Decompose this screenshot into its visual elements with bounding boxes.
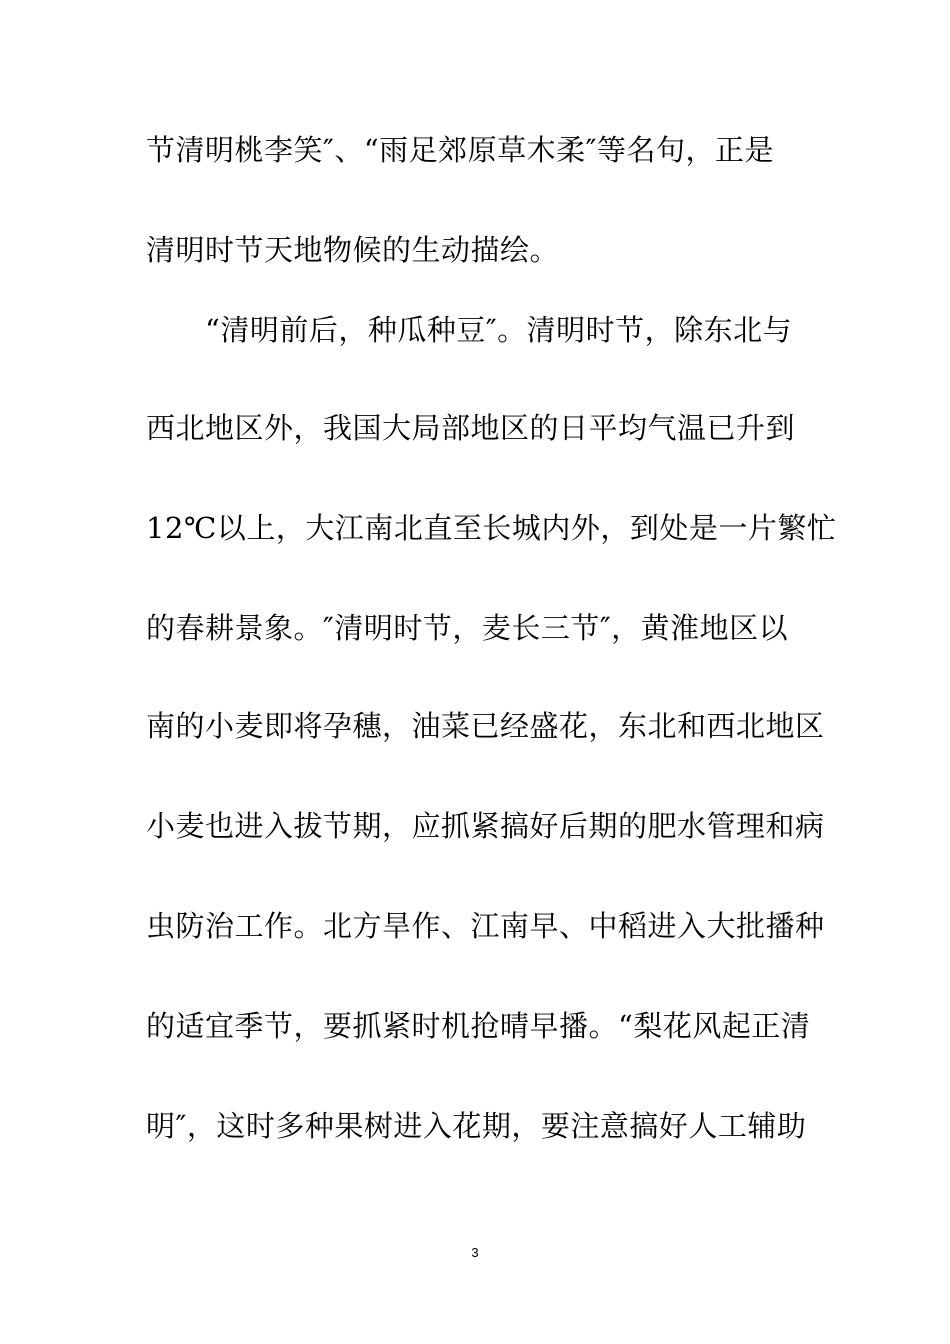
text-line: 的春耕景象。″清明时节，麦长三节″，黄淮地区以 xyxy=(146,611,789,645)
text-line: 小麦也进入拔节期，应抓紧搞好后期的肥水管理和病 xyxy=(146,809,825,843)
text-line: 南的小麦即将孕穗，油菜已经盛花，东北和西北地区 xyxy=(146,709,825,743)
page-number: 3 xyxy=(471,1245,479,1260)
text-line: 12℃以上，大江南北直至长城内外，到处是一片繁忙 xyxy=(146,511,837,545)
text-line: 节清明桃李笑″、“雨足郊原草木柔″等名句，正是 xyxy=(146,133,774,167)
text-line: 虫防治工作。北方旱作、江南早、中稻进入大批播种 xyxy=(146,909,825,943)
text-line: 西北地区外，我国大局部地区的日平均气温已升到 xyxy=(146,411,796,445)
text-line: 清明时节天地物候的生动描绘。 xyxy=(146,233,560,267)
text-line: 的适宜季节，要抓紧时机抢晴早播。“梨花风起正清 xyxy=(146,1009,811,1043)
text-line: “清明前后，种瓜种豆″。清明时节，除东北与 xyxy=(146,313,793,347)
text-line: 明″，这时多种果树进入花期，要注意搞好人工辅助 xyxy=(146,1109,807,1143)
